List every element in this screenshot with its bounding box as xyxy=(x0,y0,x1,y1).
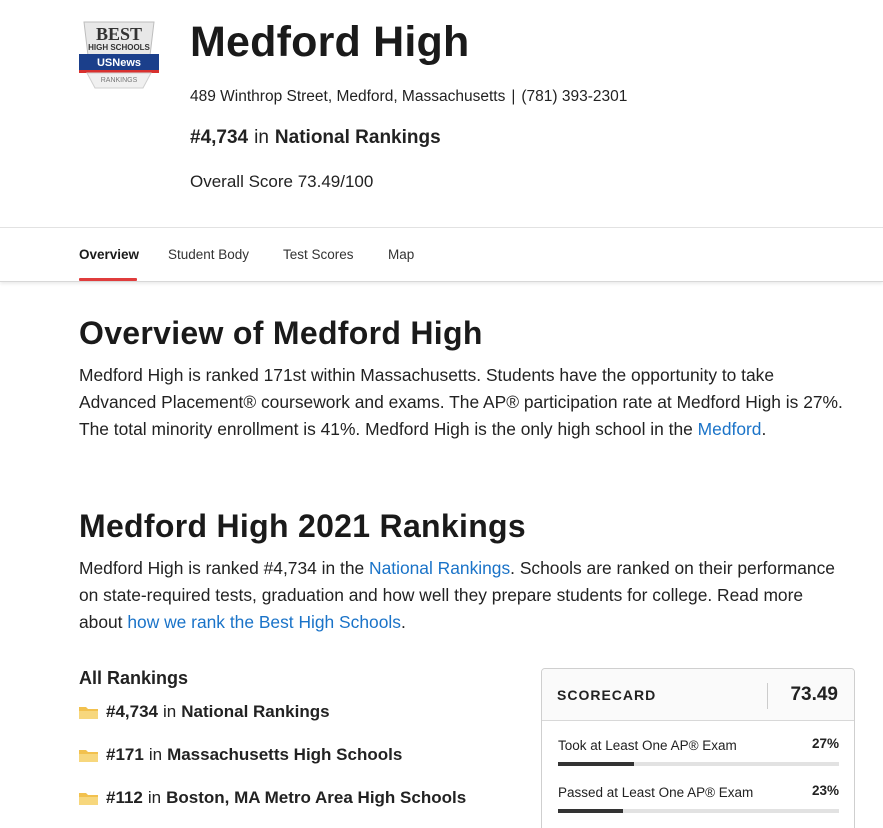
rankings-paragraph xyxy=(79,555,849,636)
ranking-item xyxy=(79,702,330,728)
rank-number: #4,734 xyxy=(190,127,249,148)
school-phone[interactable]: (781) 393-2301 xyxy=(521,88,628,105)
ranking-list-link[interactable]: Boston, MA Metro Area High Schools xyxy=(166,788,467,807)
svg-text:USNews: USNews xyxy=(96,57,142,69)
overview-text-end: . xyxy=(761,419,767,439)
scorecard-header xyxy=(542,669,854,721)
scorecard-panel xyxy=(541,668,855,828)
tab-overview[interactable]: Overview xyxy=(79,247,140,262)
rankings-text-3: . xyxy=(400,612,406,632)
ranking-in: in xyxy=(147,788,162,807)
rankings-text-1: Medford High is ranked #4,734 in the xyxy=(79,558,370,578)
metric-bar-fill xyxy=(558,762,634,766)
national-rankings-link[interactable]: National Rankings xyxy=(369,558,511,578)
ranking-number: #112 xyxy=(106,788,143,807)
metric-value: 23% xyxy=(811,783,839,798)
best-high-schools-badge-logo xyxy=(79,18,159,92)
overall-score: Overall Score 73.49/100 xyxy=(190,172,374,191)
folder-icon xyxy=(79,748,98,762)
ranking-number: #171 xyxy=(106,745,144,764)
svg-text:HIGH SCHOOLS: HIGH SCHOOLS xyxy=(88,43,150,52)
metric-bar-fill xyxy=(558,809,623,813)
section-tabs xyxy=(0,228,883,282)
tab-test-scores[interactable]: Test Scores xyxy=(283,247,354,262)
ranking-item xyxy=(79,788,466,814)
rank-in: in xyxy=(254,127,269,148)
medford-link[interactable]: Medford xyxy=(697,419,762,439)
school-address-line xyxy=(190,88,627,106)
scorecard-title: SCORECARD xyxy=(557,687,657,703)
ranking-number: #4,734 xyxy=(106,702,158,721)
scorecard-score: 73.49 xyxy=(790,684,838,705)
ranking-in: in xyxy=(163,702,177,721)
all-rankings-title: All Rankings xyxy=(79,668,189,688)
scorecard-divider xyxy=(767,683,768,709)
metric-value: 27% xyxy=(811,736,839,751)
metric-label: Took at Least One AP® Exam xyxy=(558,738,737,753)
metric-bar-track xyxy=(558,762,839,766)
svg-text:RANKINGS: RANKINGS xyxy=(100,77,138,84)
tab-student-body[interactable]: Student Body xyxy=(168,247,250,262)
scorecard-metric xyxy=(558,738,839,753)
svg-text:BEST: BEST xyxy=(95,24,143,44)
school-name-title: Medford High xyxy=(190,18,470,66)
ranking-list-link[interactable]: Massachusetts High Schools xyxy=(167,745,403,764)
how-we-rank-link[interactable]: how we rank the Best High Schools xyxy=(127,612,401,632)
school-header xyxy=(0,0,883,228)
overview-heading: Overview of Medford High xyxy=(79,315,483,351)
overview-paragraph xyxy=(79,362,849,443)
metric-bar-track xyxy=(558,809,839,813)
overview-text: Medford High is ranked 171st within Massachusetts. Students have the opportunity to take Advanced Placement® coursework and exams. The AP® participation rate at Medford High is 27%. The total minority enrollment is 41%. Medford High is the only high school in the xyxy=(79,365,843,439)
ranking-item xyxy=(79,745,402,771)
scorecard-metric xyxy=(558,785,839,800)
tab-map[interactable]: Map xyxy=(388,247,415,262)
separator: | xyxy=(511,88,516,105)
national-rank-line xyxy=(190,127,441,149)
rank-list-link[interactable]: National Rankings xyxy=(274,127,441,148)
rankings-text-2: . Schools are ranked on their performance on state-required tests, graduation and how well they prepare students for college. Read more about xyxy=(79,558,835,632)
folder-icon xyxy=(79,705,98,719)
ranking-list-link[interactable]: National Rankings xyxy=(181,702,330,721)
active-tab-indicator xyxy=(79,278,137,281)
rankings-heading: Medford High 2021 Rankings xyxy=(79,508,526,544)
ranking-in: in xyxy=(148,745,163,764)
school-address: 489 Winthrop Street, Medford, Massachusetts xyxy=(190,88,506,105)
folder-icon xyxy=(79,791,98,805)
metric-label: Passed at Least One AP® Exam xyxy=(558,785,754,800)
